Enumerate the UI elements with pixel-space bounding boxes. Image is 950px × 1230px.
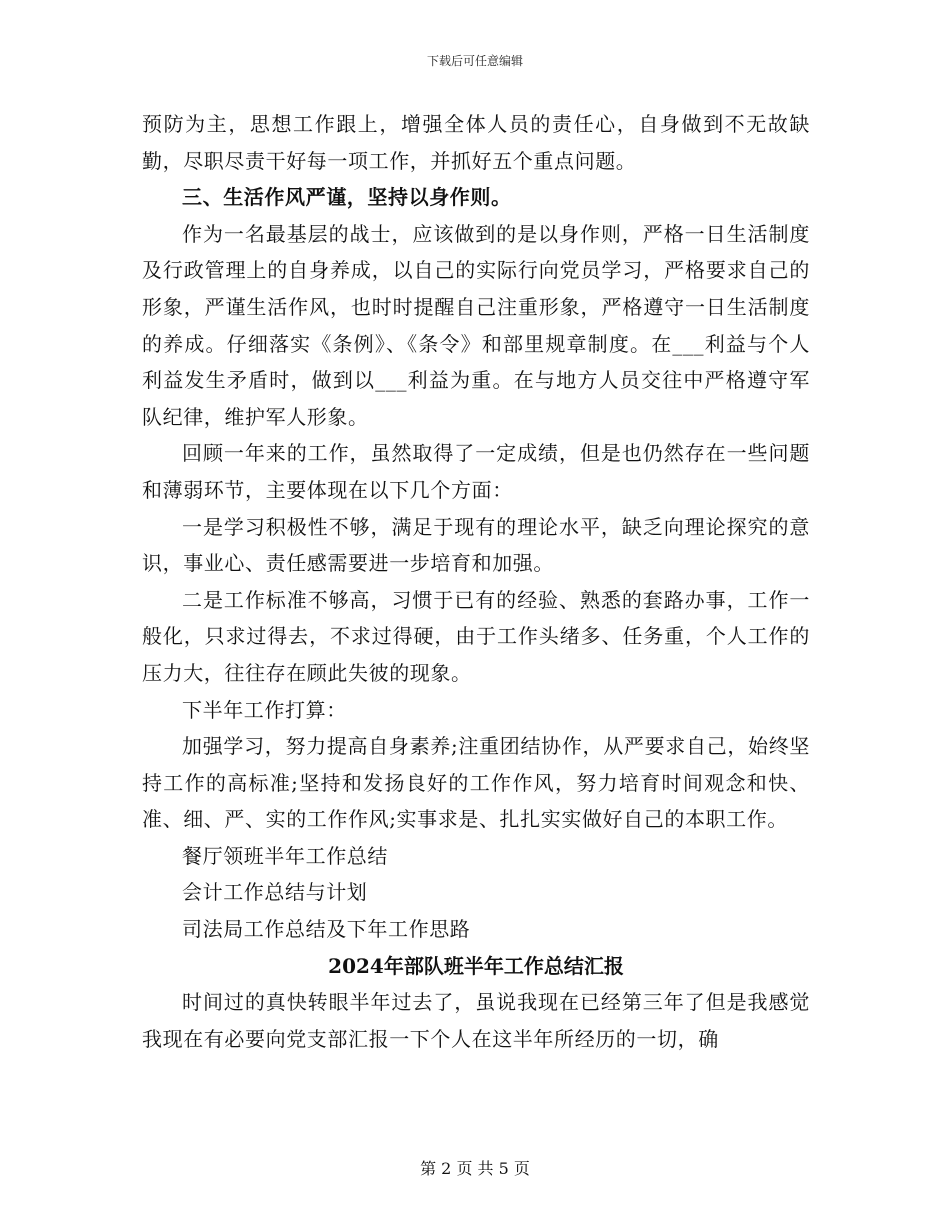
related-link-1[interactable]: 餐厅领班半年工作总结 <box>182 843 388 868</box>
paragraph-report-intro: 时间过的真快转眼半年过去了，虽说我现在已经第三年了但是我感觉我现在有必要向党支部汇报一下个人在这半年所经历的一切，确 <box>142 990 810 1051</box>
paragraph-continuation: 预防为主，思想工作跟上，增强全体人员的责任心，自身做到不无故缺勤，尽职尽责干好每一项工作，并抓好五个重点问题。 <box>142 112 810 173</box>
related-link-2[interactable]: 会计工作总结与计划 <box>182 880 368 905</box>
paragraph-plan: 加强学习，努力提高自身素养;注重团结协作，从严要求自己，始终坚持工作的高标准;坚持和发扬良好的工作作风，努力培育时间观念和快、准、细、严、实的工作作风;实事求是、扎扎实实做好自己的本职工作。 <box>142 734 810 832</box>
document-title: 2024年部队班半年工作总结汇报 <box>328 953 624 978</box>
paragraph-weakness-1: 一是学习积极性不够，满足于现有的理论水平，缺乏向理论探究的意识，事业心、责任感需要进一步培育和加强。 <box>142 514 810 576</box>
page-header-note: 下载后可任意编辑 <box>426 54 523 68</box>
page-indicator: 第 2 页 共 5 页 <box>420 1159 530 1178</box>
section-heading: 三、生活作风严谨，坚持以身作则。 <box>182 185 512 210</box>
paragraph-weakness-2: 二是工作标准不够高，习惯于已有的经验、熟悉的套路办事，工作一般化，只求过得去，不求过得硬，由于工作头绪多、任务重，个人工作的压力大，往往存在顾此失彼的现象。 <box>142 587 810 685</box>
related-link-3[interactable]: 司法局工作总结及下年工作思路 <box>182 917 471 942</box>
paragraph-review: 回顾一年来的工作，虽然取得了一定成绩，但是也仍然存在一些问题和薄弱环节，主要体现在以下几个方面： <box>142 441 810 502</box>
paragraph-plan-heading: 下半年工作打算： <box>182 697 347 722</box>
paragraph-self-discipline: 作为一名最基层的战士，应该做到的是以身作则，严格一日生活制度及行政管理上的自身养成，以自己的实际行向党员学习，严格要求自己的形象，严谨生活作风，也时时提醒自己注重形象，严格遵守一日生活制度的养成。仔细落实《条例》、《条令》和部里规章制度。在___利益与个人利益发生矛盾时，做到以___利益为重。在与地方人员交往中严格遵守军队纪律，维护军人形象。 <box>142 221 810 429</box>
document-body <box>142 106 810 1057</box>
